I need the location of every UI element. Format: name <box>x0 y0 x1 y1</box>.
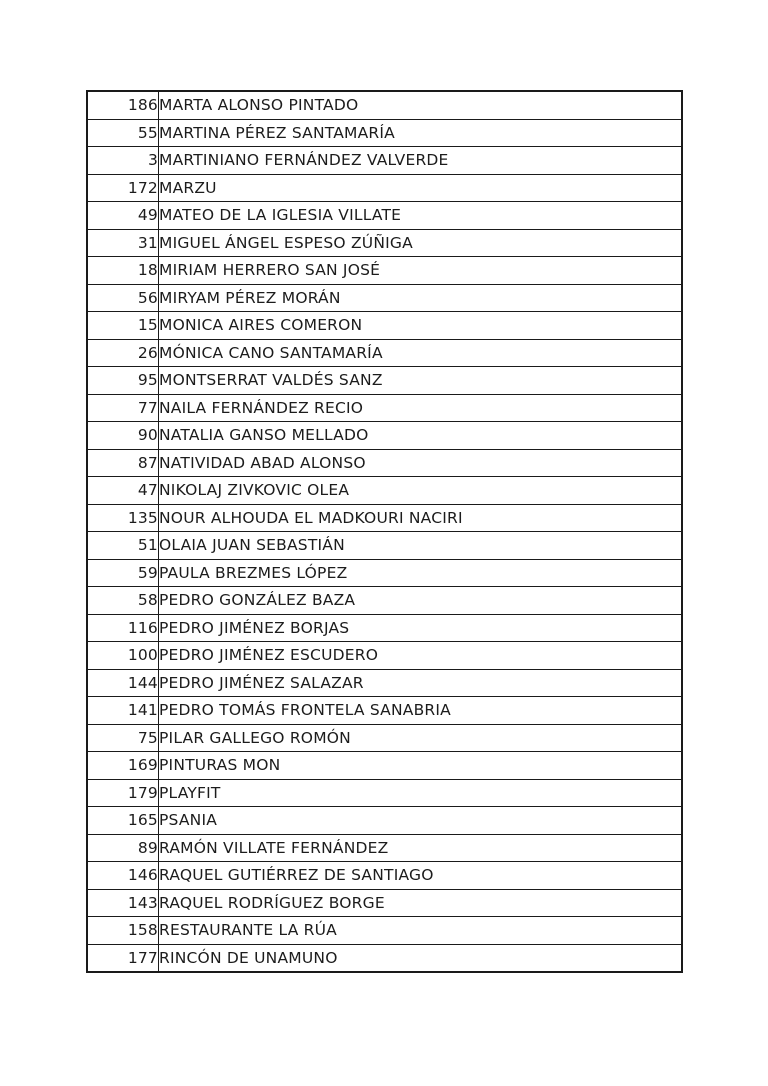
entry-number-cell: 100 <box>87 642 159 670</box>
table-row <box>87 669 682 697</box>
table-row <box>87 752 682 780</box>
table-row <box>87 889 682 917</box>
entry-name-cell: MARTINIANO FERNÁNDEZ VALVERDE <box>159 147 683 175</box>
entry-number-cell: 15 <box>87 312 159 340</box>
entry-number-cell: 90 <box>87 422 159 450</box>
entry-number-cell: 146 <box>87 862 159 890</box>
entry-name-cell: MARTINA PÉREZ SANTAMARÍA <box>159 119 683 147</box>
table-row <box>87 834 682 862</box>
table-row <box>87 119 682 147</box>
entry-name-cell: OLAIA JUAN SEBASTIÁN <box>159 532 683 560</box>
entry-name-cell: RAMÓN VILLATE FERNÁNDEZ <box>159 834 683 862</box>
entry-name-cell: NATIVIDAD ABAD ALONSO <box>159 449 683 477</box>
table-row <box>87 257 682 285</box>
table-row <box>87 147 682 175</box>
entry-number-cell: 59 <box>87 559 159 587</box>
table-row <box>87 724 682 752</box>
table-row <box>87 422 682 450</box>
table-row <box>87 862 682 890</box>
entry-name-cell: PILAR GALLEGO ROMÓN <box>159 724 683 752</box>
table-row <box>87 587 682 615</box>
entry-name-cell: NIKOLAJ ZIVKOVIC OLEA <box>159 477 683 505</box>
entry-number-cell: 51 <box>87 532 159 560</box>
entry-name-cell: PINTURAS MON <box>159 752 683 780</box>
entry-name-cell: MARTA ALONSO PINTADO <box>159 91 683 119</box>
table-row <box>87 944 682 972</box>
table-row <box>87 504 682 532</box>
entry-name-cell: RINCÓN DE UNAMUNO <box>159 944 683 972</box>
entry-name-cell: PEDRO TOMÁS FRONTELA SANABRIA <box>159 697 683 725</box>
entry-number-cell: 26 <box>87 339 159 367</box>
entry-name-cell: MIRYAM PÉREZ MORÁN <box>159 284 683 312</box>
entry-name-cell: NOUR ALHOUDA EL MADKOURI NACIRI <box>159 504 683 532</box>
table-row <box>87 91 682 119</box>
entry-name-cell: PEDRO JIMÉNEZ ESCUDERO <box>159 642 683 670</box>
entry-number-cell: 172 <box>87 174 159 202</box>
table-row <box>87 697 682 725</box>
table-row <box>87 779 682 807</box>
entry-name-cell: PSANIA <box>159 807 683 835</box>
table-row <box>87 202 682 230</box>
table-row <box>87 642 682 670</box>
table-row <box>87 394 682 422</box>
entry-name-cell: MONTSERRAT VALDÉS SANZ <box>159 367 683 395</box>
entry-number-cell: 169 <box>87 752 159 780</box>
table-row <box>87 614 682 642</box>
participants-table-body <box>87 91 682 972</box>
table-row <box>87 229 682 257</box>
entry-name-cell: MARZU <box>159 174 683 202</box>
entry-name-cell: MÓNICA CANO SANTAMARÍA <box>159 339 683 367</box>
entry-number-cell: 49 <box>87 202 159 230</box>
table-row <box>87 477 682 505</box>
entry-number-cell: 87 <box>87 449 159 477</box>
table-row <box>87 559 682 587</box>
entry-number-cell: 58 <box>87 587 159 615</box>
entry-name-cell: PEDRO GONZÁLEZ BAZA <box>159 587 683 615</box>
entry-name-cell: MONICA AIRES COMERON <box>159 312 683 340</box>
entry-name-cell: NAILA FERNÁNDEZ RECIO <box>159 394 683 422</box>
entry-number-cell: 135 <box>87 504 159 532</box>
entry-name-cell: MIRIAM HERRERO SAN JOSÉ <box>159 257 683 285</box>
table-row <box>87 532 682 560</box>
table-row <box>87 367 682 395</box>
table-row <box>87 807 682 835</box>
entry-name-cell: MIGUEL ÁNGEL ESPESO ZÚÑIGA <box>159 229 683 257</box>
table-row <box>87 174 682 202</box>
entry-number-cell: 55 <box>87 119 159 147</box>
entry-number-cell: 56 <box>87 284 159 312</box>
entry-name-cell: RAQUEL GUTIÉRREZ DE SANTIAGO <box>159 862 683 890</box>
entry-number-cell: 116 <box>87 614 159 642</box>
table-row <box>87 312 682 340</box>
entry-number-cell: 144 <box>87 669 159 697</box>
entry-number-cell: 158 <box>87 917 159 945</box>
entry-number-cell: 18 <box>87 257 159 285</box>
table-row <box>87 284 682 312</box>
entry-number-cell: 31 <box>87 229 159 257</box>
entry-name-cell: NATALIA GANSO MELLADO <box>159 422 683 450</box>
table-row <box>87 449 682 477</box>
entry-name-cell: MATEO DE LA IGLESIA VILLATE <box>159 202 683 230</box>
entry-name-cell: PEDRO JIMÉNEZ SALAZAR <box>159 669 683 697</box>
entry-number-cell: 75 <box>87 724 159 752</box>
table-row <box>87 339 682 367</box>
entry-name-cell: PAULA BREZMES LÓPEZ <box>159 559 683 587</box>
entry-number-cell: 89 <box>87 834 159 862</box>
entry-number-cell: 177 <box>87 944 159 972</box>
entry-name-cell: RESTAURANTE LA RÚA <box>159 917 683 945</box>
participants-table <box>86 90 683 973</box>
entry-number-cell: 3 <box>87 147 159 175</box>
entry-number-cell: 141 <box>87 697 159 725</box>
entry-name-cell: PEDRO JIMÉNEZ BORJAS <box>159 614 683 642</box>
entry-name-cell: RAQUEL RODRÍGUEZ BORGE <box>159 889 683 917</box>
entry-number-cell: 95 <box>87 367 159 395</box>
entry-number-cell: 186 <box>87 91 159 119</box>
entry-number-cell: 179 <box>87 779 159 807</box>
entry-number-cell: 143 <box>87 889 159 917</box>
entry-number-cell: 47 <box>87 477 159 505</box>
entry-name-cell: PLAYFIT <box>159 779 683 807</box>
entry-number-cell: 77 <box>87 394 159 422</box>
entry-number-cell: 165 <box>87 807 159 835</box>
table-row <box>87 917 682 945</box>
